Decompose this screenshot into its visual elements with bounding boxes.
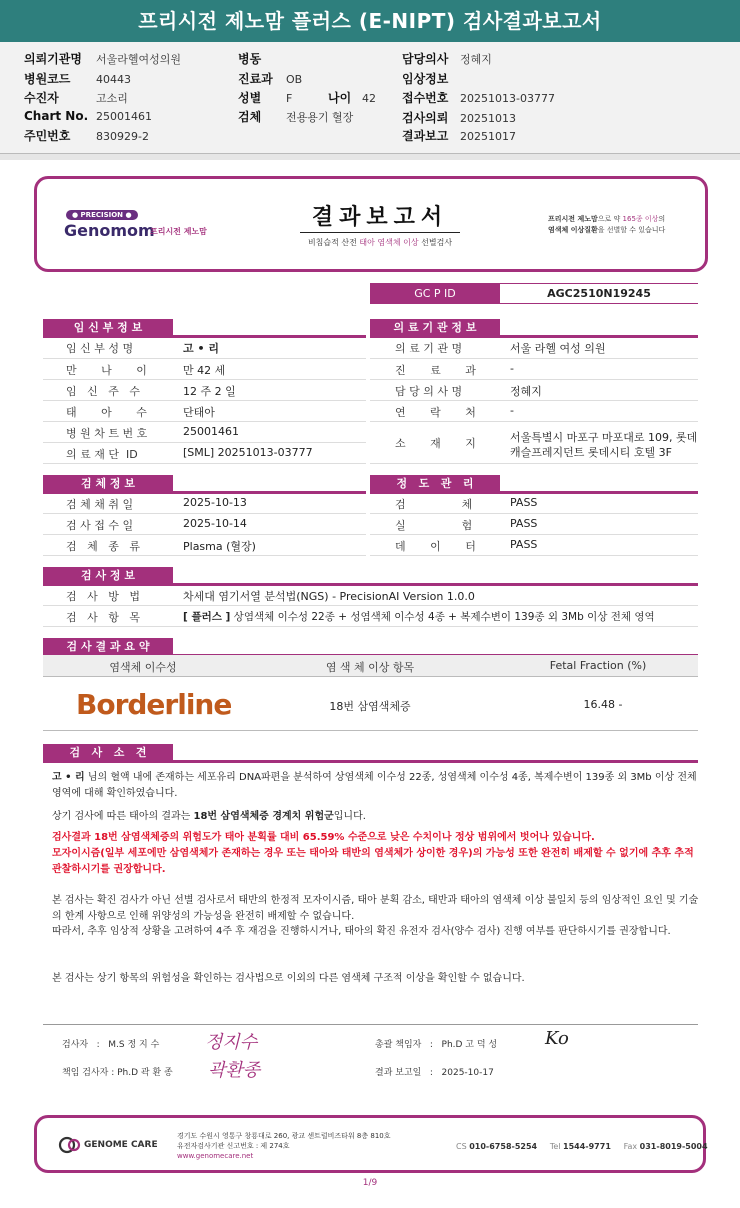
genome-care-brand: GENOME CARE — [84, 1140, 158, 1150]
report-date-label: 결과 보고일 : 2025-10-17 — [375, 1068, 494, 1078]
header-field: 성별 F — [238, 91, 293, 105]
header-field: 접수번호 20251013-03777 — [402, 91, 555, 105]
report-title: 결과보고서 — [311, 205, 449, 230]
responsible-signature: 곽환종 — [208, 1060, 261, 1081]
row-label: 임 신 주 수 — [66, 385, 140, 398]
row-value: - — [510, 404, 514, 417]
header-field: 결과보고 20251017 — [402, 129, 516, 143]
divider — [43, 513, 366, 514]
findings-paragraph: 고 • 리 님의 혈액 내에 존재하는 세포유리 DNA파편을 분석하여 상염색체 이수성 22종, 성염색체 이수성 4종, 복제수변이 139종 외 3Mb 이상 전체 영역에 대해 확인하였습니다. — [52, 772, 697, 799]
row-label: 데 이 터 — [395, 540, 476, 553]
divider — [43, 442, 366, 443]
section-bar — [43, 335, 366, 338]
divider — [43, 379, 366, 380]
divider — [43, 1024, 698, 1025]
row-label: 검 사 접 수 일 — [66, 519, 134, 532]
divider — [43, 421, 366, 422]
row-value: 2025-10-13 — [183, 496, 247, 509]
section-bar — [43, 760, 698, 763]
qc-status: PASS — [510, 538, 538, 551]
row-label: 검 체 채 취 일 — [66, 498, 134, 511]
findings-alert: 모자이시즘(일부 세포에만 삼염색체가 존재하는 경우 또는 태아와 태반의 염색체가 상이한 경우)의 가능성 또한 완전히 배제할 수 없기에 추후 추적 관찰하시기를 권장합니다. — [52, 848, 694, 875]
summary-col-header: Fetal Fraction (%) — [549, 659, 647, 672]
title-rule — [300, 232, 460, 233]
section-findings: 검 사 소 견 — [43, 744, 173, 762]
gcpid-label: GC P ID — [370, 283, 500, 304]
row-label: 담 당 의 사 명 — [395, 385, 463, 398]
findings-alert: 검사결과 18번 삼염색체증의 위험도가 태아 분획률 대비 65.59% 수준으로 낮은 수치이나 정상 범위에서 벗어나 있습니다. — [52, 832, 595, 843]
row-label: 태 아 수 — [66, 406, 147, 419]
row-value: [SML] 20251013-03777 — [183, 446, 313, 459]
divider — [370, 400, 698, 401]
section-bar — [370, 335, 698, 338]
section-bar — [370, 491, 698, 494]
patient-header — [0, 42, 740, 154]
section-bar — [43, 491, 366, 494]
section-specimen: 검 체 정 보 — [43, 475, 173, 493]
row-value: - — [510, 362, 514, 375]
header-field: 진료과 OB — [238, 72, 303, 86]
divider — [370, 513, 698, 514]
header-field: 검체 전용용기 혈장 — [238, 110, 354, 124]
header-field: 나이 42 — [328, 91, 376, 105]
row-value: 25001461 — [183, 425, 239, 438]
section-bar — [43, 583, 698, 586]
section-pregnant: 임 신 부 정 보 — [43, 319, 173, 337]
findings-paragraph: 따라서, 추후 임상적 상황을 고려하여 4주 후 재검을 진행하시거나, 태아의 확진 유전자 검사(양수 검사) 진행 여부를 판단하시기를 권장합니다. — [52, 926, 671, 937]
test-items: [ 플러스 ] 상염색체 이수성 22종 + 성염색체 이수성 4종 + 복제수변이 139종 외 3Mb 이상 전체 영역 — [183, 611, 655, 623]
row-label: 임 신 부 성 명 — [66, 342, 134, 355]
window-title: 프리시전 제노맘 플러스 (E-NIPT) 검사결과보고서 — [0, 0, 740, 42]
report-page — [0, 160, 740, 1208]
genomom-logo-sub: 프리시전 제노맘 — [150, 227, 207, 236]
row-label: 검 사 항 목 — [66, 611, 140, 624]
divider — [370, 421, 698, 422]
divider — [370, 534, 698, 535]
row-label: 의 료 재 단 ID — [66, 448, 138, 461]
row-label: 진 료 과 — [395, 364, 476, 377]
divider — [370, 379, 698, 380]
divider — [370, 555, 698, 556]
divider — [43, 605, 698, 606]
row-label: 실 험 — [395, 519, 473, 532]
report-subtitle: 비침습적 산전 태아 염색체 이상 선별검사 — [307, 238, 453, 247]
genomom-logo: Genomom — [64, 221, 155, 240]
findings-paragraph: 상기 검사에 따른 태아의 결과는 18번 삼염색체증 경계치 위험군입니다. — [52, 811, 366, 822]
row-value: 단태아 — [183, 406, 215, 419]
chief-signature: Ko — [545, 1028, 569, 1049]
row-value: Plasma (혈장) — [183, 540, 256, 553]
footer-phones: CS 010-6758-5254 Tel 1544-9771 Fax 031-8019-5004 — [456, 1142, 708, 1151]
findings-paragraph: 본 검사는 상기 항목의 위험성을 확인하는 검사법으로 이외의 다른 염색체 구조적 이상을 확인할 수 없습니다. — [52, 973, 525, 984]
row-label: 검 체 — [395, 498, 473, 511]
row-label: 의 료 기 관 명 — [395, 342, 463, 355]
header-field: 의뢰기관명 서울라헬여성의원 — [24, 52, 182, 66]
header-field: 병동 — [238, 52, 262, 66]
row-value: 캐슬프레지던트 롯데시티 호텔 3F — [510, 446, 672, 459]
row-label: 병 원 차 트 번 호 — [66, 427, 148, 440]
row-value: 서울특별시 마포구 마포대로 109, 롯데 — [510, 431, 698, 444]
responsible-label: 책임 검사자 : Ph.D 곽 환 종 — [62, 1068, 173, 1078]
header-field: 담당의사 정혜지 — [402, 52, 492, 66]
row-label: 연 락 처 — [395, 406, 476, 419]
qc-status: PASS — [510, 496, 538, 509]
gcpid-value: AGC2510N19245 — [500, 283, 698, 304]
divider — [370, 463, 698, 464]
header-field: 수진자 고소리 — [24, 91, 128, 105]
section-qc: 정 도 관 리 — [370, 475, 500, 493]
summary-col-header: 염 색 체 이상 항목 — [325, 661, 415, 674]
row-label: 소 재 지 — [395, 437, 476, 450]
page-number: 1/9 — [362, 1178, 378, 1188]
section-institution: 의 료 기 관 정 보 — [370, 319, 500, 337]
header-field: Chart No. 25001461 — [24, 109, 152, 123]
report-note: 프리시전 제노맘으로 약 165종 이상의 염색체 이상질환을 선별할 수 있습니다 — [548, 215, 666, 234]
result-status: Borderline — [76, 688, 232, 721]
divider — [43, 358, 366, 359]
fetal-fraction: 16.48 - — [583, 698, 623, 711]
row-value: 2025-10-14 — [183, 517, 247, 530]
row-label: 검 체 종 류 — [66, 540, 140, 553]
header-field: 검사의뢰 20251013 — [402, 111, 516, 125]
divider — [43, 555, 366, 556]
divider — [43, 534, 366, 535]
row-label: 검 사 방 법 — [66, 590, 140, 603]
divider — [43, 626, 698, 627]
chief-label: 총괄 책임자 : Ph.D 고 덕 성 — [375, 1040, 498, 1050]
header-field: 주민번호 830929-2 — [24, 129, 149, 143]
footer-address: 경기도 수원시 영통구 창룡대로 260, 광교 센트럴비즈타워 8층 810호 유전자검사기관 신고번호 : 제 274호 www.genomecare.net — [177, 1132, 391, 1160]
summary-col-header: 염색체 이수성 — [109, 661, 177, 674]
test-method: 차세대 염기서열 분석법(NGS) - PrecisionAI Version 1.0.0 — [183, 590, 475, 603]
qc-status: PASS — [510, 517, 538, 530]
row-value: 서울 라헬 여성 의원 — [510, 342, 606, 355]
patient-name: 고 • 리 — [183, 342, 219, 355]
divider — [43, 463, 366, 464]
section-test-info: 검 사 정 보 — [43, 567, 173, 585]
header-field: 임상정보 — [402, 72, 449, 86]
tester-label: 검사자 : M.S 정 지 수 — [62, 1040, 160, 1050]
tester-signature: 정지수 — [205, 1032, 258, 1053]
findings-paragraph: 본 검사는 확진 검사가 아닌 선별 검사로서 태반의 한정적 모자이시즘, 태아 분획 감소, 태반과 태아의 염색체 이상 불일치 등의 임상적인 요인 및 기술의 한계 사항으로 인해 위양성의 가능성을 완전히 배제할 수 없습니다. — [52, 895, 699, 922]
row-label: 만 나 이 — [66, 364, 147, 377]
divider — [43, 400, 366, 401]
abnormal-item: 18번 삼염색체증 — [329, 700, 411, 713]
row-value: 12 주 2 일 — [183, 385, 236, 398]
divider — [370, 358, 698, 359]
header-field: 병원코드 40443 — [24, 72, 131, 86]
precision-badge: ● PRECISION ● — [66, 210, 138, 220]
row-value: 정혜지 — [510, 385, 542, 398]
row-value: 만 42 세 — [183, 364, 226, 377]
genome-care-logo-icon — [58, 1136, 82, 1158]
section-summary: 검 사 결 과 요 약 — [43, 638, 173, 656]
divider — [43, 730, 698, 731]
